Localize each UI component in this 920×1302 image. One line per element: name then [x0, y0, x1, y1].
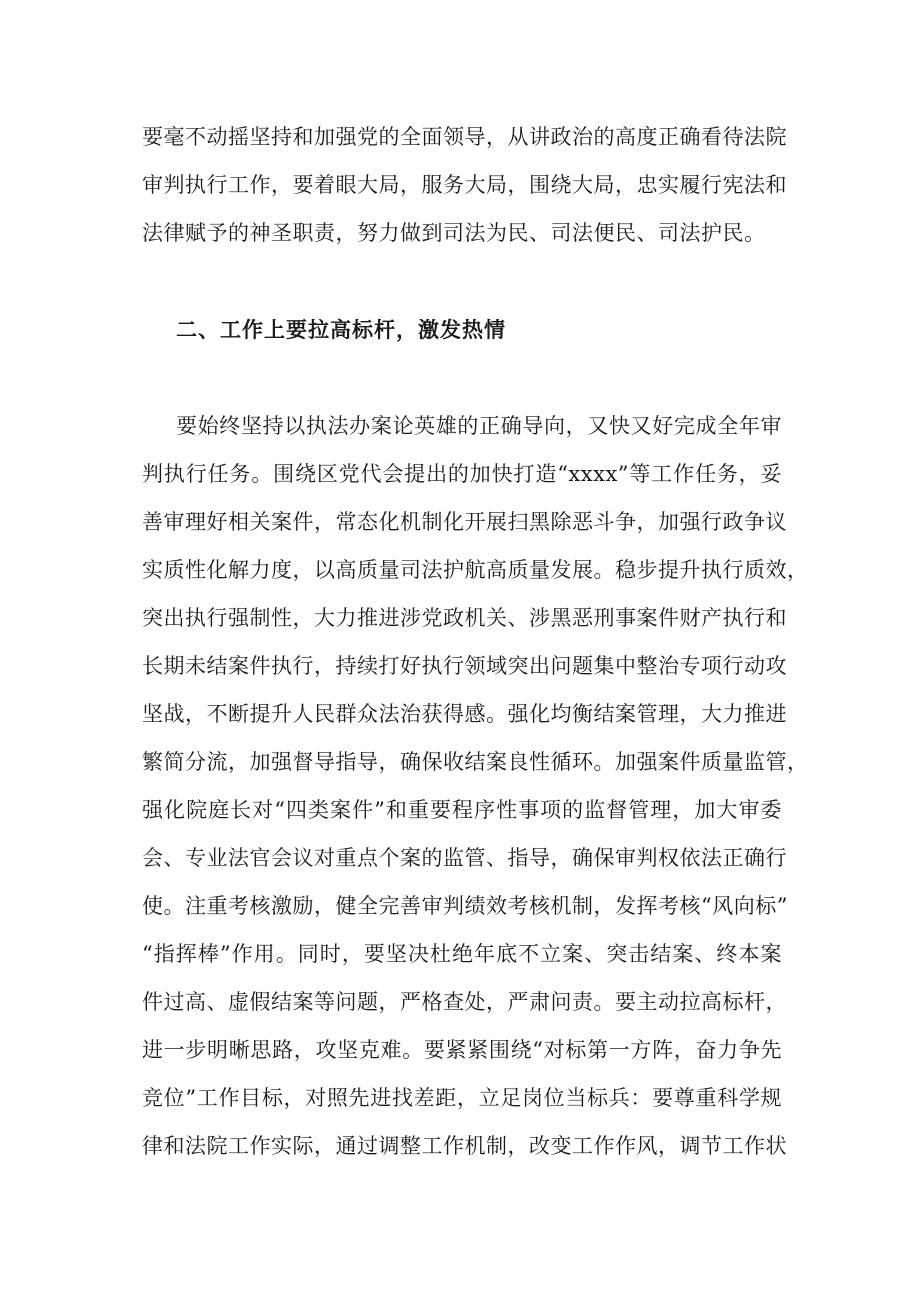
paragraph-2-line-10: 会、专业法官会议对重点个案的监管、指导，确保审判权依法正确行 — [142, 846, 787, 870]
section-heading: 二、工作上要拉高标杆，激发热情 — [176, 317, 506, 342]
paragraph-2-line-2: 判执行任务。围绕区党代会提出的加快打造“xxxx”等工作任务，妥 — [142, 462, 782, 486]
paragraph-2-line-7: 坚战，不断提升人民群众法治获得感。强化均衡结案管理，大力推进 — [142, 702, 787, 726]
paragraph-2-line-16: 律和法院工作实际，通过调整工作机制，改变工作作风，调节工作状 — [142, 1134, 787, 1158]
paragraph-2-line-8: 繁简分流，加强督导指导，确保收结案良性循环。加强案件质量监管， — [142, 750, 809, 774]
paragraph-2-line-6: 长期未结案件执行，持续打好执行领域突出问题集中整治专项行动攻 — [142, 654, 787, 678]
paragraph-2-line-4: 实质性化解力度，以高质量司法护航高质量发展。稳步提升执行质效， — [142, 558, 809, 582]
paragraph-2-line-9: 强化院庭长对“四类案件”和重要程序性事项的监督管理，加大审委 — [142, 798, 782, 822]
paragraph-2-line-14: 进一步明晰思路，攻坚克难。要紧紧围绕“对标第一方阵，奋力争先 — [142, 1038, 782, 1062]
paragraph-2-line-1: 要始终坚持以执法办案论英雄的正确导向，又快又好完成全年审 — [176, 414, 782, 438]
paragraph-2-line-15: 竞位”工作目标，对照先进找差距，立足岗位当标兵：要尊重科学规 — [142, 1086, 782, 1110]
paragraph-2-line-3: 善审理好相关案件，常态化机制化开展扫黑除恶斗争，加强行政争议 — [142, 510, 787, 534]
paragraph-2-line-5: 突出执行强制性，大力推进涉党政机关、涉黑恶刑事案件财产执行和 — [142, 606, 787, 630]
paragraph-1-line-1: 要毫不动摇坚持和加强党的全面领导，从讲政治的高度正确看待法院 — [142, 125, 787, 149]
paragraph-1-line-3: 法律赋予的神圣职责，努力做到司法为民、司法便民、司法护民。 — [142, 221, 766, 245]
paragraph-2-line-13: 件过高、虚假结案等问题，严格查处，严肃问责。要主动拉高标杆， — [142, 990, 787, 1014]
paragraph-1-line-2: 审判执行工作，要着眼大局，服务大局，围绕大局，忠实履行宪法和 — [142, 173, 787, 197]
paragraph-2-line-12: “指挥棒”作用。同时，要坚决杜绝年底不立案、突击结案、终本案 — [142, 942, 782, 966]
paragraph-2-line-11: 使。注重考核激励，健全完善审判绩效考核机制，发挥考核“风向标” — [142, 894, 788, 918]
